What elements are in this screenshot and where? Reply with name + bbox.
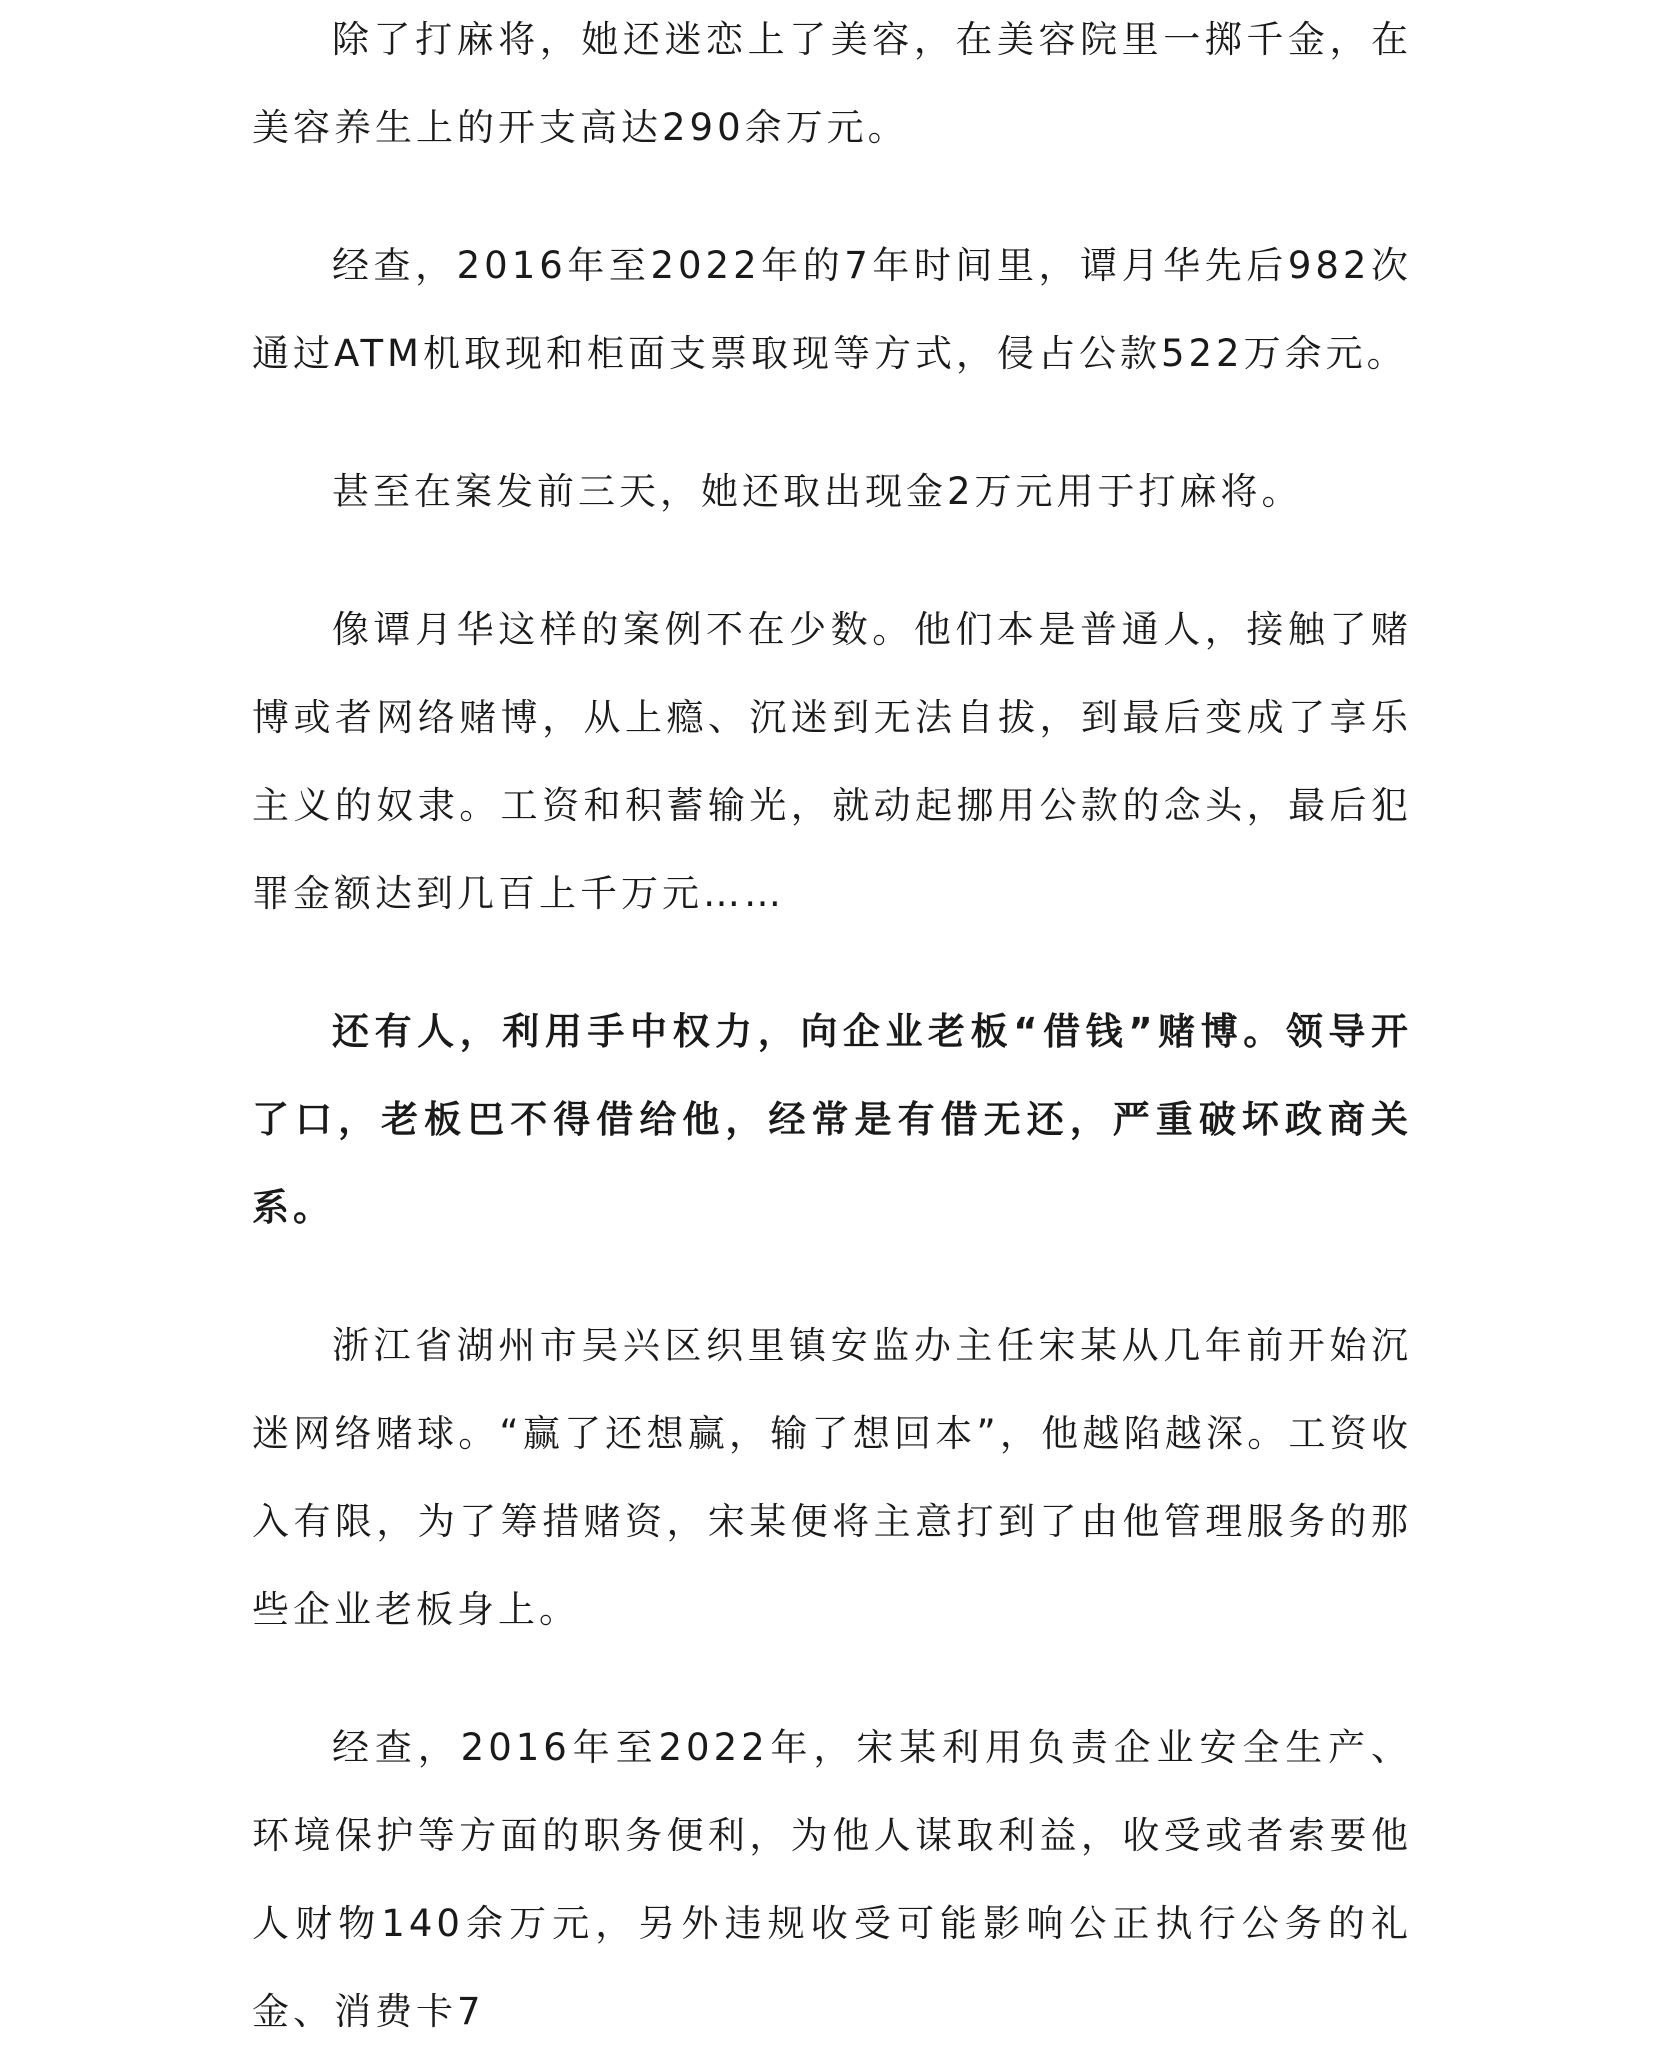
paragraph-gap [252, 1654, 1412, 1704]
paragraph-gambling-cases: 像谭月华这样的案例不在少数。他们本是普通人，接触了赌博或者网络赌博，从上瘾、沉迷到无法自拔，到最后变成了享乐主义的奴隶。工资和积蓄输光，就动起挪用公款的念头，最后犯罪金额达到几百上千万元…… [252, 608, 1412, 915]
paragraph-embezzlement-details: 经查，2016年至2022年的7年时间里，谭月华先后982次通过ATM机取现和柜面支票取现等方式，侵占公款522万余元。 [252, 244, 1412, 375]
paragraph-gap [252, 938, 1412, 988]
paragraph-bold-highlight: 还有人，利用手中权力，向企业老板“借钱”赌博。领导开了口，老板巴不得借给他，经常是有借无还，严重破坏政商关系。 [252, 1010, 1412, 1229]
paragraph-gap [252, 398, 1412, 448]
paragraph-song-case: 浙江省湖州市吴兴区织里镇安监办主任宋某从几年前开始沉迷网络赌球。“赢了还想赢，输了想回本”，他越陷越深。工资收入有限，为了筹措赌资，宋某便将主意打到了由他管理服务的那些企业老板身上。 [252, 1324, 1412, 1631]
paragraph-song-findings: 经查，2016年至2022年，宋某利用负责企业安全生产、环境保护等方面的职务便利，为他人谋取利益，收受或者索要他人财物140余万元，另外违规收受可能影响公正执行公务的礼金、消费卡7 [252, 1726, 1412, 2033]
paragraph-beauty-spending: 除了打麻将，她还迷恋上了美容，在美容院里一掷千金，在美容养生上的开支高达290余万元。 [252, 18, 1412, 149]
article-body [252, 0, 1412, 2056]
paragraph-gap [252, 172, 1412, 222]
paragraph-cash-withdrawal: 甚至在案发前三天，她还取出现金2万元用于打麻将。 [332, 470, 1303, 513]
paragraph-gap [252, 536, 1412, 586]
paragraph-gap [252, 1252, 1412, 1302]
